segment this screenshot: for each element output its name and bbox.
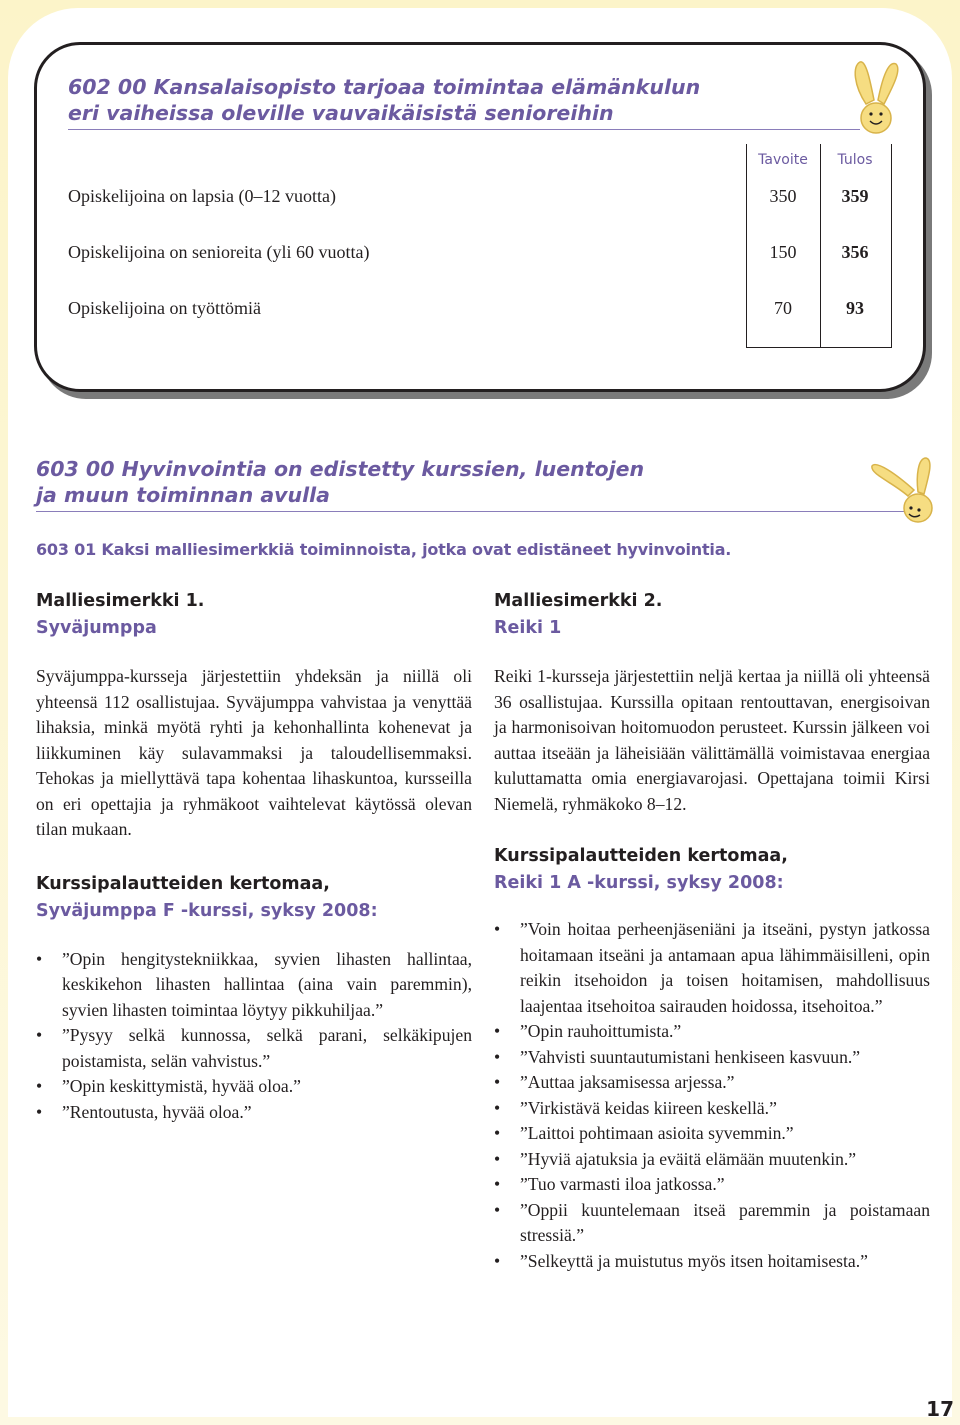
list-item: • ”Pysyy selkä kunnossa, selkä parani, selkäkipujen poistamista, selän vahvistus.” xyxy=(36,1023,472,1074)
list-item: • ”Virkistävä keidas kiireen keskellä.” xyxy=(494,1096,930,1122)
bunny-icon xyxy=(848,56,904,136)
bunny-icon xyxy=(866,452,946,524)
target-value: 350 xyxy=(769,186,797,206)
list-item: • ”Selkeyttä ja muistutus myös itsen hoitamisesta.” xyxy=(494,1249,930,1275)
feedback-list xyxy=(494,917,930,1274)
col-header-result: Tulos xyxy=(837,152,873,168)
list-item: • ”Auttaa jaksamisessa arjessa.” xyxy=(494,1070,930,1096)
result-value: 93 xyxy=(846,298,864,318)
example-paragraph: Reiki 1-kursseja järjestettiin neljä kertaa ja niillä oli yhteensä 36 osallistujaa. Kurssilla opitaan rentouttavan, energisoivan ja harmonisoivan hoitomuodon perusteet. Kurssin jälkeen voi auttaa itseään ja läheisiään välittämällä voimistavaa energiaa kuluttamatta omia energiavarojasi. Opettajana toimii Kirsi Niemelä, ryhmäkoko 8–12. xyxy=(494,666,930,814)
feedback-subheading: Reiki 1 A -kurssi, syksy 2008: xyxy=(494,873,784,893)
box-title-line1: 602 00 Kansalaisopisto tarjoaa toimintaa elämänkulun xyxy=(68,75,701,99)
example-heading: Malliesimerkki 2. xyxy=(494,591,663,611)
row-label: Opiskelijoina on senioreita (yli 60 vuotta) xyxy=(68,242,370,262)
col-header-target: Tavoite xyxy=(758,152,808,168)
feedback-subheading: Syväjumppa F -kurssi, syksy 2008: xyxy=(36,900,378,921)
right-column xyxy=(494,588,930,1274)
box-title-rule xyxy=(68,129,860,130)
example-paragraph: Syväjumppa-kursseja järjestettiin yhdeksän ja niillä oli yhteensä 112 osallistujaa. Syväjumppa vahvistaa ja venyttää lihaksia, minkä myötä ryhti ja kehonhallinta kohenevat ja liikkuminen käy sulavammaksi ja taloudellisemmaksi. Tehokas ja miellyttävä tapa kohentaa lihaskuntoa, kursseilla on eri opettajia ja ryhmäkoot vaihtelevat käytössä olevan tilan mukaan. xyxy=(36,666,472,839)
list-item: • ”Opin rauhoittumista.” xyxy=(494,1019,930,1045)
target-value: 70 xyxy=(774,298,792,318)
left-column xyxy=(36,588,472,1125)
list-item: • ”Voin hoitaa perheenjäseniäni ja itseäni, pystyn jatkossa hoitamaan itseäni ja antamaan apua lähimmäisilleni, opin reikin itsehoidon ja toisen hoitamisen, mahdollisuus laajentaa itsehoitoa sairauden hoidossa, itsehoitoa.” xyxy=(494,917,930,1019)
section-title xyxy=(36,456,736,508)
target-value: 150 xyxy=(769,242,797,262)
row-label: Opiskelijoina on työttömiä xyxy=(68,298,261,318)
row-label: Opiskelijoina on lapsia (0–12 vuotta) xyxy=(68,186,336,206)
example-subheading: Syväjumppa xyxy=(36,618,157,638)
list-item: • ”Laittoi pohtimaan asioita syvemmin.” xyxy=(494,1121,930,1147)
box-title xyxy=(68,74,808,126)
feedback-list xyxy=(36,947,472,1126)
list-item: • ”Tuo varmasti iloa jatkossa.” xyxy=(494,1172,930,1198)
result-value: 359 xyxy=(841,186,869,206)
example-heading: Malliesimerkki 1. xyxy=(36,591,205,611)
list-item: • ”Vahvisti suuntautumistani henkiseen kasvuun.” xyxy=(494,1045,930,1071)
section-subtitle: 603 01 Kaksi malliesimerkkiä toiminnoista, jotka ovat edistäneet hyvinvointia. xyxy=(36,540,732,559)
section-title-line2: ja muun toiminnan avulla xyxy=(36,483,331,507)
section-rule xyxy=(36,511,930,512)
list-item: • ”Opin hengitystekniikkaa, syvien lihasten hallintaa, keskikehon lihasten hallintaa (aina vain paremmin), syvien lihasten toimintaa löytyy pikkuhiljaa.” xyxy=(36,947,472,1024)
page-number: 17 xyxy=(926,1397,954,1421)
list-item: • ”Oppii kuuntelemaan itseä paremmin ja poistamaan stressiä.” xyxy=(494,1198,930,1249)
feedback-heading: Kurssipalautteiden kertomaa, xyxy=(36,873,330,894)
example-subheading: Reiki 1 xyxy=(494,618,562,638)
result-value: 356 xyxy=(841,242,869,262)
feedback-heading: Kurssipalautteiden kertomaa, xyxy=(494,846,788,866)
list-item: • ”Opin keskittymistä, hyvää oloa.” xyxy=(36,1074,472,1100)
section-title-line1: 603 00 Hyvinvointia on edistetty kurssien, luentojen xyxy=(36,457,645,481)
results-table xyxy=(746,144,892,348)
box-title-line2: eri vaiheissa oleville vauvaikäisistä senioreihin xyxy=(68,101,614,125)
list-item: • ”Rentoutusta, hyvää oloa.” xyxy=(36,1100,472,1126)
list-item: • ”Hyviä ajatuksia ja eväitä elämään muutenkin.” xyxy=(494,1147,930,1173)
table-border-bottom xyxy=(746,347,892,348)
